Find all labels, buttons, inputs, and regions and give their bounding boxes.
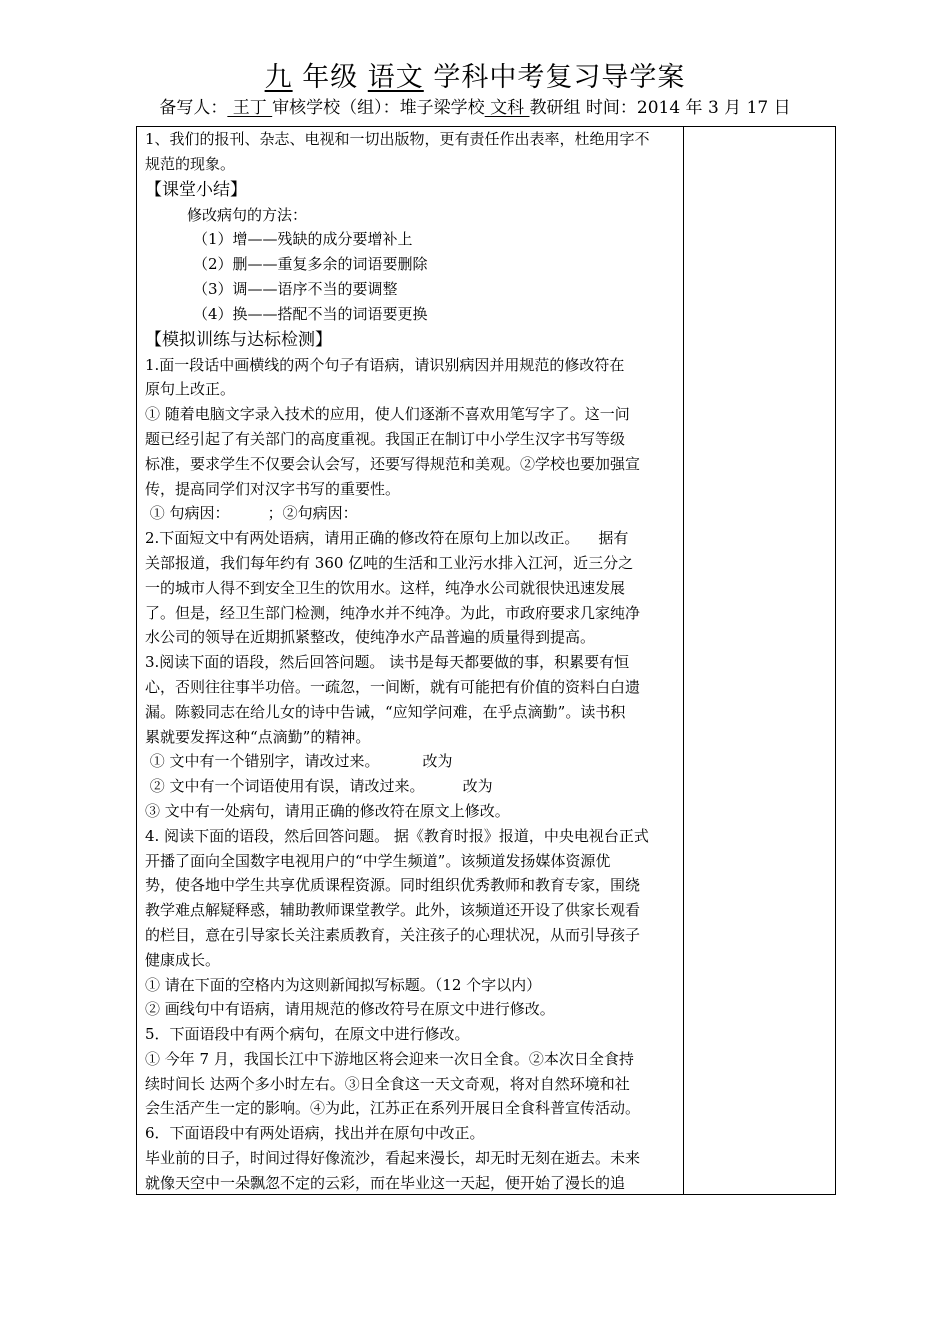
date-text: 教研组 时间：2014 年 3 月 17 日 xyxy=(529,98,791,118)
text-line: 续时间长 达两个多小时左右。③日全食这一天文奇观，将对自然环境和社 xyxy=(145,1074,630,1093)
text-line: ② 画线句中有语病，请用规范的修改符号在原文中进行修改。 xyxy=(145,1000,555,1019)
text-line: 3.阅读下面的语段，然后回答问题。 读书是每天都要做的事，积累要有恒 xyxy=(145,653,630,672)
method-item: （1）增——残缺的成分要增补上 xyxy=(193,230,413,249)
text-line: 会生活产生一定的影响。④为此，江苏正在系列开展日全食科普宣传活动。 xyxy=(145,1099,641,1118)
page-title xyxy=(0,60,950,96)
text-line: 势，使各地中学生共享优质课程资源。同时组织优秀教师和教育专家，围绕 xyxy=(145,876,641,895)
text-line: 健康成长。 xyxy=(145,950,221,969)
section-heading-practice: 【模拟训练与达标检测】 xyxy=(145,329,332,350)
writer-name: 王丁 xyxy=(227,98,273,118)
writer-label: 备写人： xyxy=(159,98,228,118)
text-line: 1.面一段话中画横线的两个句子有语病，请识别病因并用规范的修改符在 xyxy=(145,355,625,374)
text-line: 的栏目，意在引导家长关注素质教育，关注孩子的心理状况，从而引导孩子 xyxy=(145,925,641,944)
text-line: 就像天空中一朵飘忽不定的云彩，而在毕业这一天起，便开始了漫长的追 xyxy=(145,1173,626,1192)
text-line: ① 文中有一个错别字，请改过来。 改为 xyxy=(145,752,453,771)
text-line: 规范的现象。 xyxy=(145,154,236,173)
title-subject: 语文 xyxy=(367,62,424,93)
content-table xyxy=(136,126,836,1195)
text-line: 一的城市人得不到安全卫生的饮用水。这样，纯净水公司就很快迅速发展 xyxy=(145,578,626,597)
text-line: 5．下面语段中有两个病句，在原文中进行修改。 xyxy=(145,1025,470,1044)
text-line: 心，否则往往事半功倍。一疏忽，一间断，就有可能把有价值的资料白白遗 xyxy=(145,677,641,696)
text-line: 4. 阅读下面的语段，然后回答问题。 据《教育时报》报道，中央电视台正式 xyxy=(145,826,649,845)
text-line: 开播了面向全国数字电视用户的“中学生频道”。该频道发扬媒体资源优 xyxy=(145,851,611,870)
text-line: ① 今年 7 月，我国长江中下游地区将会迎来一次日全食。②本次日全食持 xyxy=(145,1049,634,1068)
text-line: ① 句病因： ；②句病因： xyxy=(145,504,358,523)
text-line: 教学难点解疑释惑，辅助教师课堂教学。此外，该频道还开设了供家长观看 xyxy=(145,901,641,920)
text-line: 2.下面短文中有两处语病，请用正确的修改符在原句上加以改正。 据有 xyxy=(145,529,629,548)
text-line: ① 请在下面的空格内为这则新闻拟写标题。（12 个字以内） xyxy=(145,975,542,994)
text-line: 了。但是，经卫生部门检测，纯净水并不纯净。为此，市政府要求几家纯净 xyxy=(145,603,641,622)
text-line: 传，提高同学们对汉字书写的重要性。 xyxy=(145,479,401,498)
text-line: 毕业前的日子，时间过得好像流沙，看起来漫长，却无时无刻在逝去。未来 xyxy=(145,1149,641,1168)
title-grade-suffix: 年级 xyxy=(292,62,368,93)
review-label: 审核学校（组）：堆子梁学校 xyxy=(272,98,485,118)
text-line: ③ 文中有一处病句，请用正确的修改符在原文上修改。 xyxy=(145,801,510,820)
text-line: 1、我们的报刊、杂志、电视和一切出版物，更有责任作出表率，杜绝用字不 xyxy=(145,130,650,148)
text-line: 水公司的领导在近期抓紧整改，使纯净水产品普遍的质量得到提高。 xyxy=(145,628,596,647)
review-group: 文科 xyxy=(484,98,530,118)
text-line: 题已经引起了有关部门的高度重视。我国正在制订中小学生汉字书写等级 xyxy=(145,429,626,448)
text-line: 修改病句的方法： xyxy=(187,205,308,224)
method-item: （3）调——语序不当的要调整 xyxy=(193,279,398,298)
text-line: 标准，要求学生不仅要会认会写，还要写得规范和美观。②学校也要加强宣 xyxy=(145,454,641,473)
text-line: 6．下面语段中有两处语病，找出并在原句中改正。 xyxy=(145,1124,485,1143)
text-line: ② 文中有一个词语使用有误，请改过来。 改为 xyxy=(145,777,493,796)
method-item: （4）换——搭配不当的词语要更换 xyxy=(193,304,428,323)
column-divider xyxy=(683,127,684,1194)
text-line: 原句上改正。 xyxy=(145,380,236,399)
document-meta xyxy=(0,96,950,120)
text-line: 漏。陈毅同志在给儿女的诗中告诫，“应知学问难，在乎点滴勤”。读书积 xyxy=(145,702,626,721)
content-column xyxy=(145,127,679,1195)
method-item: （2）删——重复多余的词语要删除 xyxy=(193,255,428,274)
text-line: ① 随着电脑文字录入技术的应用，使人们逐渐不喜欢用笔写字了。这一问 xyxy=(145,405,630,424)
text-line: 累就要发挥这种“点滴勤”的精神。 xyxy=(145,727,371,746)
title-rest: 学科中考复习导学案 xyxy=(423,62,686,93)
section-heading-summary: 【课堂小结】 xyxy=(145,179,247,200)
title-grade: 九 xyxy=(264,62,293,93)
text-line: 关部报道，我们每年约有 360 亿吨的生活和工业污水排入江河，近三分之 xyxy=(145,553,634,572)
